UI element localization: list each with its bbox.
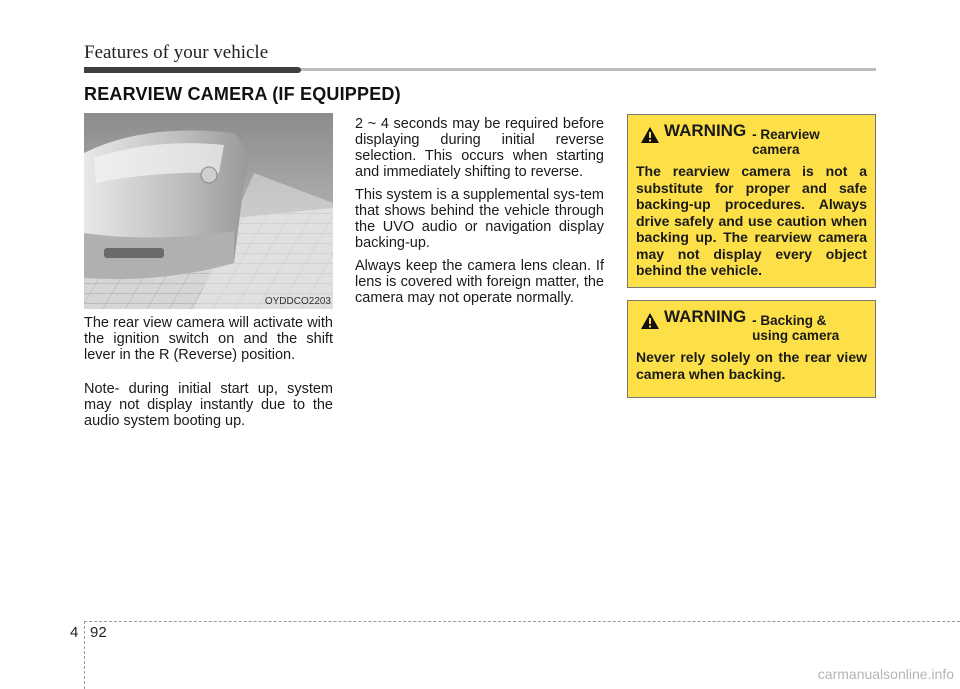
- paragraph: This system is a supplemental sys-tem that shows behind the vehicle through the UVO audio or navigation display backing-up.: [355, 187, 604, 251]
- watermark: carmanualsonline.info: [817, 666, 954, 682]
- rearview-camera-photo: [84, 113, 333, 309]
- chapter-number: 4: [70, 624, 79, 641]
- warning-triangle-icon: [640, 312, 660, 330]
- page-number: 92: [90, 624, 107, 641]
- header-title: Features of your vehicle: [84, 42, 269, 63]
- paragraph: The rear view camera will activate with the ignition switch on and the shift lever in the R (Reverse) position.: [84, 315, 333, 363]
- text-column-2: [355, 116, 604, 313]
- car-rear-illustration: [84, 113, 333, 309]
- header-rule-accent: [84, 67, 301, 73]
- paragraph: Always keep the camera lens clean. If lens is covered with foreign matter, the camera may not operate normally.: [355, 258, 604, 306]
- figure-code: OYDDCO2203: [264, 296, 331, 307]
- warning-label: WARNING: [664, 307, 747, 326]
- warning-body: The rearview camera is not a substitute for proper and safe backing-up procedures. Always drive safely and use caution when backing up. The rearview camera may not display every object behind the vehicle.: [636, 163, 867, 278]
- section-title: REARVIEW CAMERA (IF EQUIPPED): [84, 84, 401, 104]
- warning-box-backing: [627, 300, 876, 398]
- paragraph: 2 ~ 4 seconds may be required before displaying during initial reverse selection. This occurs when starting and immediately shifting to reverse.: [355, 116, 604, 180]
- text-column-1: [84, 315, 333, 447]
- warning-header: [636, 123, 867, 157]
- warning-box-rearview-camera: [627, 114, 876, 288]
- warning-subtitle: - Rearview camera: [752, 127, 820, 157]
- footer-rule: [84, 621, 960, 622]
- warning-triangle-icon: [640, 126, 660, 144]
- paragraph: Note- during initial start up, system may not display instantly due to the audio system booting up.: [84, 381, 333, 429]
- warning-body: Never rely solely on the rear view camera when backing.: [636, 349, 867, 382]
- warning-label: WARNING: [664, 121, 747, 140]
- warning-subtitle: - Backing & using camera: [752, 313, 840, 343]
- footer-divider: [84, 621, 85, 689]
- warning-header: [636, 309, 867, 343]
